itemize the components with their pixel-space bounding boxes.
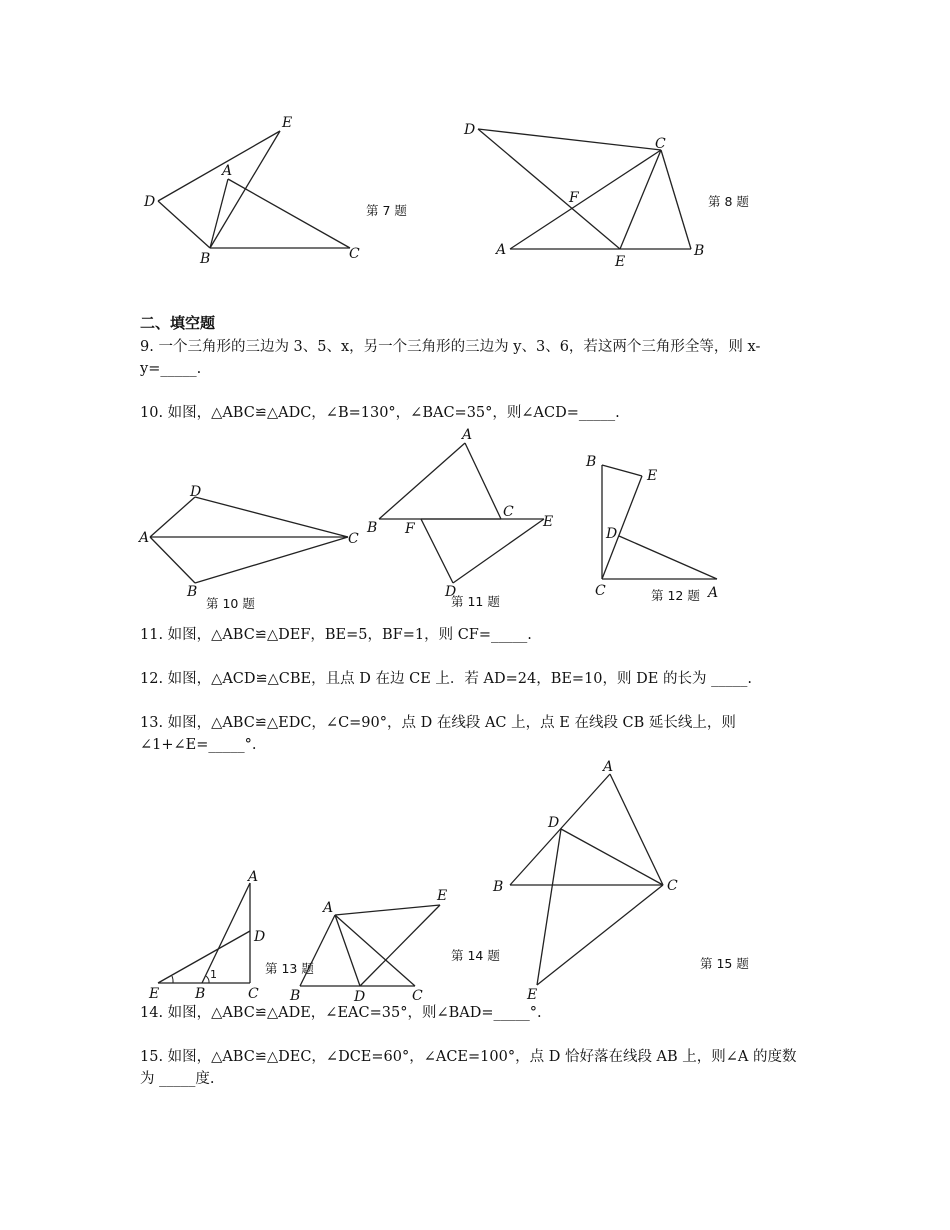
fig15-label-c: C [667,878,678,894]
fig13-label-c: C [248,986,259,1002]
fig12-caption: 第 12 题 [651,588,700,603]
fig7-label-a: A [222,163,233,179]
fig11-label-a: A [462,427,473,443]
fig11-caption: 第 11 题 [451,594,500,609]
fig14-caption: 第 14 题 [451,948,500,963]
fig13-label-b: B [195,986,206,1002]
fig10-label-d: D [190,484,202,500]
figure-7 [130,105,410,275]
fig8-label-f: F [569,190,579,206]
fig12-label-e: E [647,468,658,484]
fig7-label-c: C [349,246,360,262]
fig14-label-c: C [412,988,423,1004]
fig8-label-e: E [615,254,626,270]
fig14-label-a: A [323,900,334,916]
fig15-label-d: D [548,815,560,831]
fig15-label-a: A [603,759,614,775]
question-15: 15. 如图，△ABC≌△DEC，∠DCE=60°，∠ACE=100°，点 D 恰好落在线段 AB 上，则∠A 的度数为 _____度. [140,1049,797,1087]
figure-8 [455,115,765,275]
fig10-caption: 第 10 题 [206,596,255,611]
fig14-label-d: D [354,989,366,1005]
fig14-label-b: B [290,988,301,1004]
fig8-label-d: D [464,122,476,138]
question-14: 14. 如图，△ABC≌△ADE，∠EAC=35°，则∠BAD=_____°. [140,1005,542,1021]
fig15-label-e: E [527,987,538,1003]
question-13: 13. 如图，△ABC≌△EDC，∠C=90°，点 D 在线段 AC 上，点 E 在线段 CB 延长线上，则∠1+∠E=_____°. [140,715,736,753]
fig15-caption: 第 15 题 [700,956,749,971]
fig7-caption: 第 7 题 [366,203,407,218]
figure-15 [485,755,760,1005]
fig12-label-c: C [595,583,606,599]
figure-11 [365,425,565,615]
fig11-label-c: C [503,504,514,520]
figure-10 [135,480,378,615]
fig13-label-e: E [149,986,160,1002]
fig12-label-a: A [708,585,719,601]
fig7-label-e: E [282,115,293,131]
fig11-label-e: E [543,514,554,530]
fig12-label-d: D [606,526,618,542]
fig8-label-a: A [496,242,507,258]
fig13-label-a: A [248,869,259,885]
fig10-label-a: A [139,530,150,546]
fig15-label-b: B [493,879,504,895]
fig8-caption: 第 8 题 [708,194,749,209]
fig11-label-b: B [367,520,378,536]
fig14-label-e: E [437,888,448,904]
fig12-label-b: B [586,454,597,470]
fig7-label-d: D [144,194,156,210]
figure-12 [580,450,730,610]
question-11: 11. 如图，△ABC≌△DEF，BE=5，BF=1，则 CF=_____. [140,627,532,643]
fig11-label-f: F [405,521,415,537]
section-heading: 二、填空题 [140,314,216,332]
fig7-label-b: B [200,251,211,267]
fig8-label-b: B [694,243,705,259]
figure-14 [285,880,505,1005]
fig11-label-d: D [445,584,457,600]
question-9: 9. 一个三角形的三边为 3、5、x，另一个三角形的三边为 y、3、6，若这两个三角形全等，则 x-y=_____. [140,339,761,377]
fig13-label-d: D [254,929,266,945]
fig13-caption: 第 13 题 [265,961,314,976]
question-12: 12. 如图，△ACD≌△CBE，且点 D 在边 CE 上．若 AD=24，BE=10，则 DE 的长为 _____. [140,671,752,687]
fig10-label-b: B [187,584,198,600]
question-10: 10. 如图，△ABC≌△ADC，∠B=130°，∠BAC=35°，则∠ACD=_____. [140,405,620,421]
fig10-label-c: C [348,531,359,547]
fig13-angle-1: 1 [210,968,217,981]
fig8-label-c: C [655,136,666,152]
